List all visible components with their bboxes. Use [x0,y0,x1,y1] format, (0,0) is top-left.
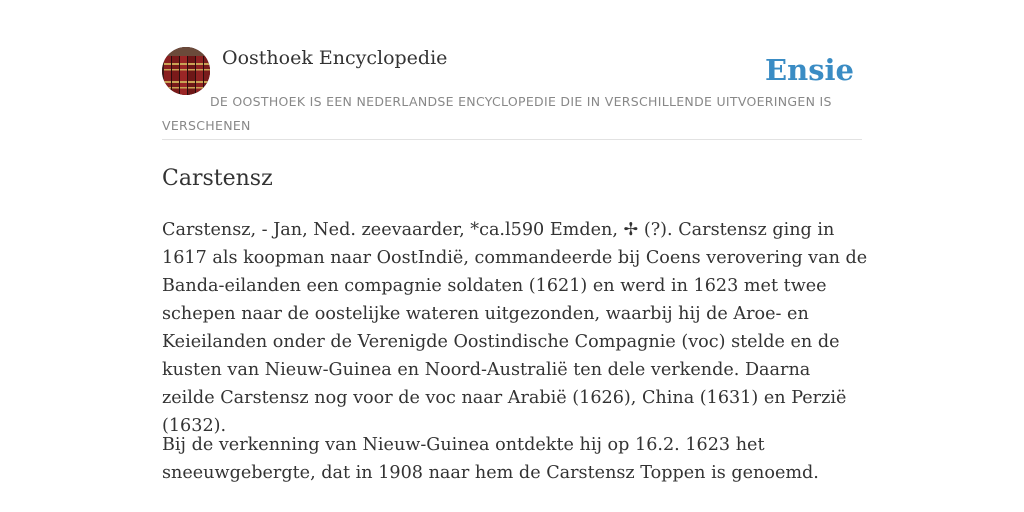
article-paragraph: Carstensz, - Jan, Ned. zeevaarder, *ca.l590 Emden, ✢ (?). Carstensz ging in 1617 als koopman naar OostIndië, commandeerde bij Coens verovering van de Banda-eilanden een compagnie soldaten (1621) en werd in 1623 met twee schepen naar de oostelijke wateren uitgezonden, waarbij hij de Aroe- en Keieilanden onder de Verenigde Oostindische Compagnie (voc) stelde en de kusten van Nieuw-Guinea en Noord-Australië ten dele verkende. Daarna zeilde Carstensz nog voor de voc naar Arabië (1626), China (1631) en Perzië (1632). [162,220,868,436]
article-title: Carstensz [162,166,273,191]
source-tagline: DE OOSTHOEK IS EEN NEDERLANDSE ENCYCLOPEDIE DIE IN VERSCHILLENDE UITVOERINGEN IS VERSCHENEN [162,94,832,133]
brand-logo[interactable]: Ensie [765,53,854,87]
header-divider [162,139,862,140]
source-title[interactable]: Oosthoek Encyclopedie [222,47,448,69]
article-paragraph: Bij de verkenning van Nieuw-Guinea ontdekte hij op 16.2. 1623 het sneeuwgebergte, dat in 1908 naar hem de Carstensz Toppen is genoemd. [162,435,819,483]
book-spines-icon[interactable] [162,47,210,95]
